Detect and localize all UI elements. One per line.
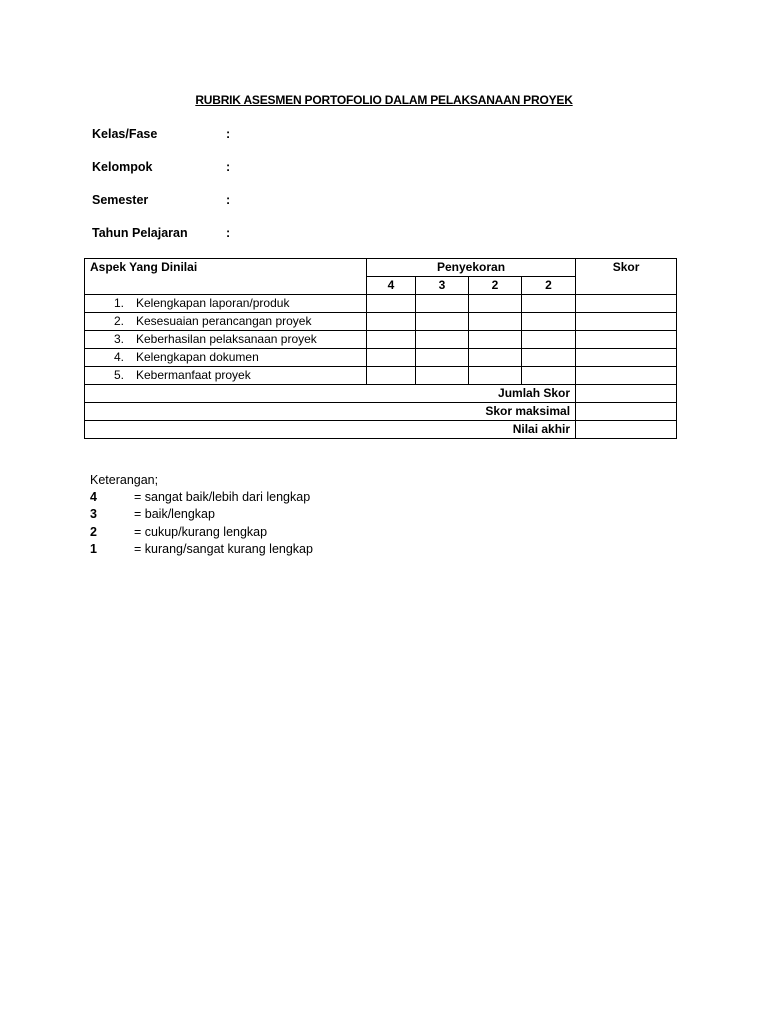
aspect-number: 4.	[113, 350, 124, 364]
field-kelas-fase	[92, 127, 231, 141]
legend-level: 2	[90, 525, 97, 539]
score-cell[interactable]	[416, 331, 469, 349]
legend-level: 1	[90, 542, 97, 556]
summary-label: Jumlah Skor	[85, 385, 576, 403]
legend-item	[90, 525, 267, 539]
table-row	[85, 295, 677, 313]
legend-level: 3	[90, 507, 97, 521]
legend-item	[90, 490, 310, 504]
summary-value-cell[interactable]	[576, 421, 677, 439]
score-cell[interactable]	[367, 313, 416, 331]
field-label: Semester	[92, 193, 149, 207]
score-cell[interactable]	[469, 295, 522, 313]
score-cell[interactable]	[367, 367, 416, 385]
score-cell[interactable]	[416, 349, 469, 367]
summary-row-final	[85, 421, 677, 439]
summary-value-cell[interactable]	[576, 403, 677, 421]
field-separator: :	[226, 193, 231, 207]
score-cell[interactable]	[522, 331, 576, 349]
legend-desc: = sangat baik/lebih dari lengkap	[134, 490, 311, 504]
aspect-cell	[85, 367, 367, 385]
rubric-table	[84, 258, 677, 439]
score-cell[interactable]	[522, 349, 576, 367]
page-title: RUBRIK ASESMEN PORTOFOLIO DALAM PELAKSANAAN PROYEK	[195, 93, 573, 107]
score-cell[interactable]	[416, 295, 469, 313]
aspect-number: 1.	[113, 296, 124, 310]
legend-level: 4	[90, 490, 97, 504]
total-cell[interactable]	[576, 367, 677, 385]
summary-label: Skor maksimal	[85, 403, 576, 421]
field-separator: :	[226, 127, 231, 141]
aspect-cell	[85, 349, 367, 367]
aspect-label: Kebermanfaat proyek	[136, 368, 251, 382]
score-cell[interactable]	[367, 331, 416, 349]
aspect-label: Keberhasilan pelaksanaan proyek	[136, 332, 317, 346]
score-cell[interactable]	[367, 349, 416, 367]
aspect-label: Kesesuaian perancangan proyek	[136, 314, 312, 328]
score-cell[interactable]	[469, 349, 522, 367]
aspect-label: Kelengkapan laporan/produk	[136, 296, 290, 310]
aspect-number: 5.	[113, 368, 124, 382]
header-scoring: Penyekoran	[367, 259, 576, 277]
header-aspect: Aspek Yang Dinilai	[85, 259, 367, 295]
table-row	[85, 367, 677, 385]
table-header-row	[85, 259, 677, 277]
legend-desc: = kurang/sangat kurang lengkap	[134, 542, 313, 556]
aspect-label: Kelengkapan dokumen	[136, 350, 259, 364]
total-cell[interactable]	[576, 295, 677, 313]
summary-label: Nilai akhir	[85, 421, 576, 439]
level-header: 2	[469, 277, 522, 295]
score-cell[interactable]	[469, 313, 522, 331]
field-separator: :	[226, 226, 231, 240]
table-row	[85, 349, 677, 367]
table-row	[85, 331, 677, 349]
legend-item	[90, 542, 313, 556]
aspect-number: 2.	[113, 314, 124, 328]
aspect-cell	[85, 313, 367, 331]
level-header: 3	[416, 277, 469, 295]
score-cell[interactable]	[367, 295, 416, 313]
legend-desc: = baik/lengkap	[134, 507, 215, 521]
aspect-cell	[85, 295, 367, 313]
score-cell[interactable]	[469, 331, 522, 349]
total-cell[interactable]	[576, 349, 677, 367]
field-label: Kelompok	[92, 160, 153, 174]
total-cell[interactable]	[576, 331, 677, 349]
score-cell[interactable]	[522, 367, 576, 385]
legend-title: Keterangan;	[90, 473, 159, 487]
total-cell[interactable]	[576, 313, 677, 331]
field-label: Kelas/Fase	[92, 127, 158, 141]
field-label: Tahun Pelajaran	[92, 226, 188, 240]
header-score: Skor	[576, 259, 677, 295]
legend-item	[90, 507, 215, 521]
score-cell[interactable]	[522, 295, 576, 313]
summary-row-max	[85, 403, 677, 421]
field-semester	[92, 193, 231, 207]
score-cell[interactable]	[469, 367, 522, 385]
score-cell[interactable]	[522, 313, 576, 331]
summary-row-total	[85, 385, 677, 403]
field-separator: :	[226, 160, 231, 174]
level-header: 4	[367, 277, 416, 295]
field-kelompok	[92, 160, 231, 174]
summary-value-cell[interactable]	[576, 385, 677, 403]
score-cell[interactable]	[416, 313, 469, 331]
aspect-number: 3.	[113, 332, 124, 346]
level-header: 2	[522, 277, 576, 295]
aspect-cell	[85, 331, 367, 349]
score-cell[interactable]	[416, 367, 469, 385]
legend-desc: = cukup/kurang lengkap	[134, 525, 268, 539]
field-tahun-pelajaran	[92, 226, 231, 240]
table-row	[85, 313, 677, 331]
